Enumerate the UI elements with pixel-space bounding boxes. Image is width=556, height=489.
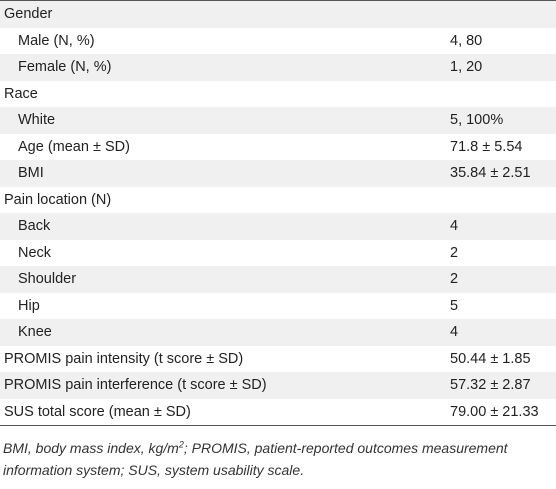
- row-value: 5, 100%: [450, 107, 556, 134]
- row-value: 50.44 ± 1.85: [450, 346, 556, 373]
- footnote-text-part1: BMI, body mass index, kg/m: [3, 440, 179, 456]
- table-row: [0, 1, 556, 28]
- row-label: Age (mean ± SD): [0, 134, 450, 161]
- row-value: 4, 80: [450, 28, 556, 55]
- row-value: [450, 1, 556, 28]
- table-row: [0, 372, 556, 399]
- table-row: [0, 81, 556, 108]
- table-row: [0, 266, 556, 293]
- row-value: [450, 81, 556, 108]
- row-value: 1, 20: [450, 54, 556, 81]
- table-row: [0, 319, 556, 346]
- table-row: [0, 293, 556, 320]
- row-value: 4: [450, 319, 556, 346]
- row-value: 2: [450, 266, 556, 293]
- table-row: [0, 399, 556, 426]
- row-label: White: [0, 107, 450, 134]
- row-header-label: SUS total score (mean ± SD): [0, 399, 450, 426]
- table-row: [0, 134, 556, 161]
- row-header-label: PROMIS pain intensity (t score ± SD): [0, 346, 450, 373]
- table-row: [0, 240, 556, 267]
- table-row: [0, 160, 556, 187]
- row-header-label: PROMIS pain interference (t score ± SD): [0, 372, 450, 399]
- row-value: 57.32 ± 2.87: [450, 372, 556, 399]
- footnote-text-part2: ; PROMIS, patient-reported outcomes measurement information system; SUS, system usability scale.: [3, 440, 508, 478]
- table-row: [0, 187, 556, 214]
- row-value: [450, 187, 556, 214]
- table-row: [0, 346, 556, 373]
- row-value: 79.00 ± 21.33: [450, 399, 556, 426]
- row-value: 4: [450, 213, 556, 240]
- row-header-label: Race: [0, 81, 450, 108]
- row-header-label: Gender: [0, 1, 450, 28]
- table-row: [0, 28, 556, 55]
- row-label: Male (N, %): [0, 28, 450, 55]
- row-header-label: Pain location (N): [0, 187, 450, 214]
- row-label: Neck: [0, 240, 450, 267]
- table-body: [0, 1, 556, 426]
- table-row: [0, 213, 556, 240]
- row-label: Back: [0, 213, 450, 240]
- row-value: 71.8 ± 5.54: [450, 134, 556, 161]
- table-row: [0, 107, 556, 134]
- row-value: 2: [450, 240, 556, 267]
- table-footnote: [0, 437, 556, 481]
- row-label: Female (N, %): [0, 54, 450, 81]
- row-label: BMI: [0, 160, 450, 187]
- table-row: [0, 54, 556, 81]
- footnote-superscript: 2: [178, 439, 184, 450]
- row-label: Hip: [0, 293, 450, 320]
- row-label: Knee: [0, 319, 450, 346]
- row-label: Shoulder: [0, 266, 450, 293]
- row-value: 5: [450, 293, 556, 320]
- row-value: 35.84 ± 2.51: [450, 160, 556, 187]
